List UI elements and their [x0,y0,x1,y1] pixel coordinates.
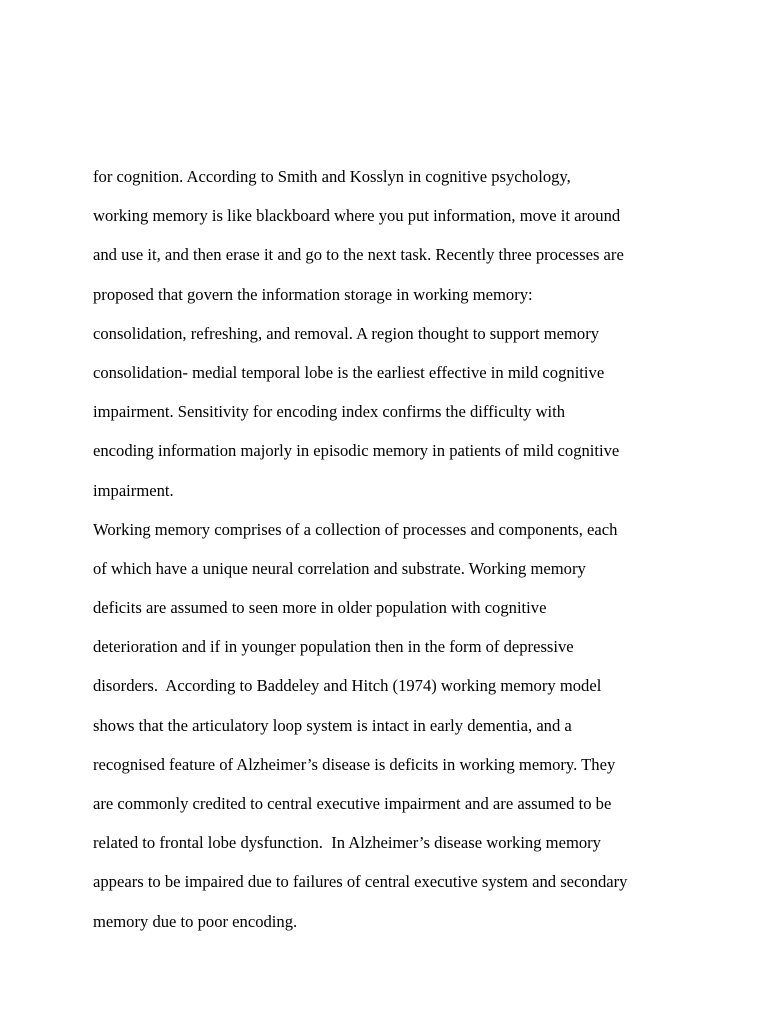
text-line: deterioration and if in younger population then in the form of depressive [93,637,574,657]
text-line: of which have a unique neural correlation and substrate. Working memory [93,558,586,578]
text-line: Working memory comprises of a collection of processes and components, each [93,519,618,539]
text-line: recognised feature of Alzheimer’s disease is deficits in working memory. They [93,754,616,774]
text-line: proposed that govern the information storage in working memory: [93,284,533,304]
text-line: disorders. According to Baddeley and Hitch (1974) working memory model [93,676,602,696]
text-line: consolidation, refreshing, and removal. A region thought to support memory [93,323,600,343]
text-line: encoding information majorly in episodic memory in patients of mild cognitive [93,441,620,461]
body-text [93,157,693,941]
text-line: consolidation- medial temporal lobe is the earliest effective in mild cognitive [93,362,605,382]
text-line: and use it, and then erase it and go to the next task. Recently three processes are [93,245,624,265]
text-line: appears to be impaired due to failures of central executive system and secondary [93,872,628,892]
text-line: memory due to poor encoding. [93,911,298,931]
text-line: shows that the articulatory loop system is intact in early dementia, and a [93,715,572,735]
text-line: working memory is like blackboard where you put information, move it around [93,206,621,226]
text-line: are commonly credited to central executive impairment and are assumed to be [93,794,612,813]
text-line: impairment. [93,480,174,500]
text-line: impairment. Sensitivity for encoding index confirms the difficulty with [93,402,566,422]
text-line: for cognition. According to Smith and Kosslyn in cognitive psychology, [93,167,571,186]
text-line: deficits are assumed to seen more in older population with cognitive [93,598,547,618]
text-line: related to frontal lobe dysfunction. In Alzheimer’s disease working memory [93,833,601,853]
